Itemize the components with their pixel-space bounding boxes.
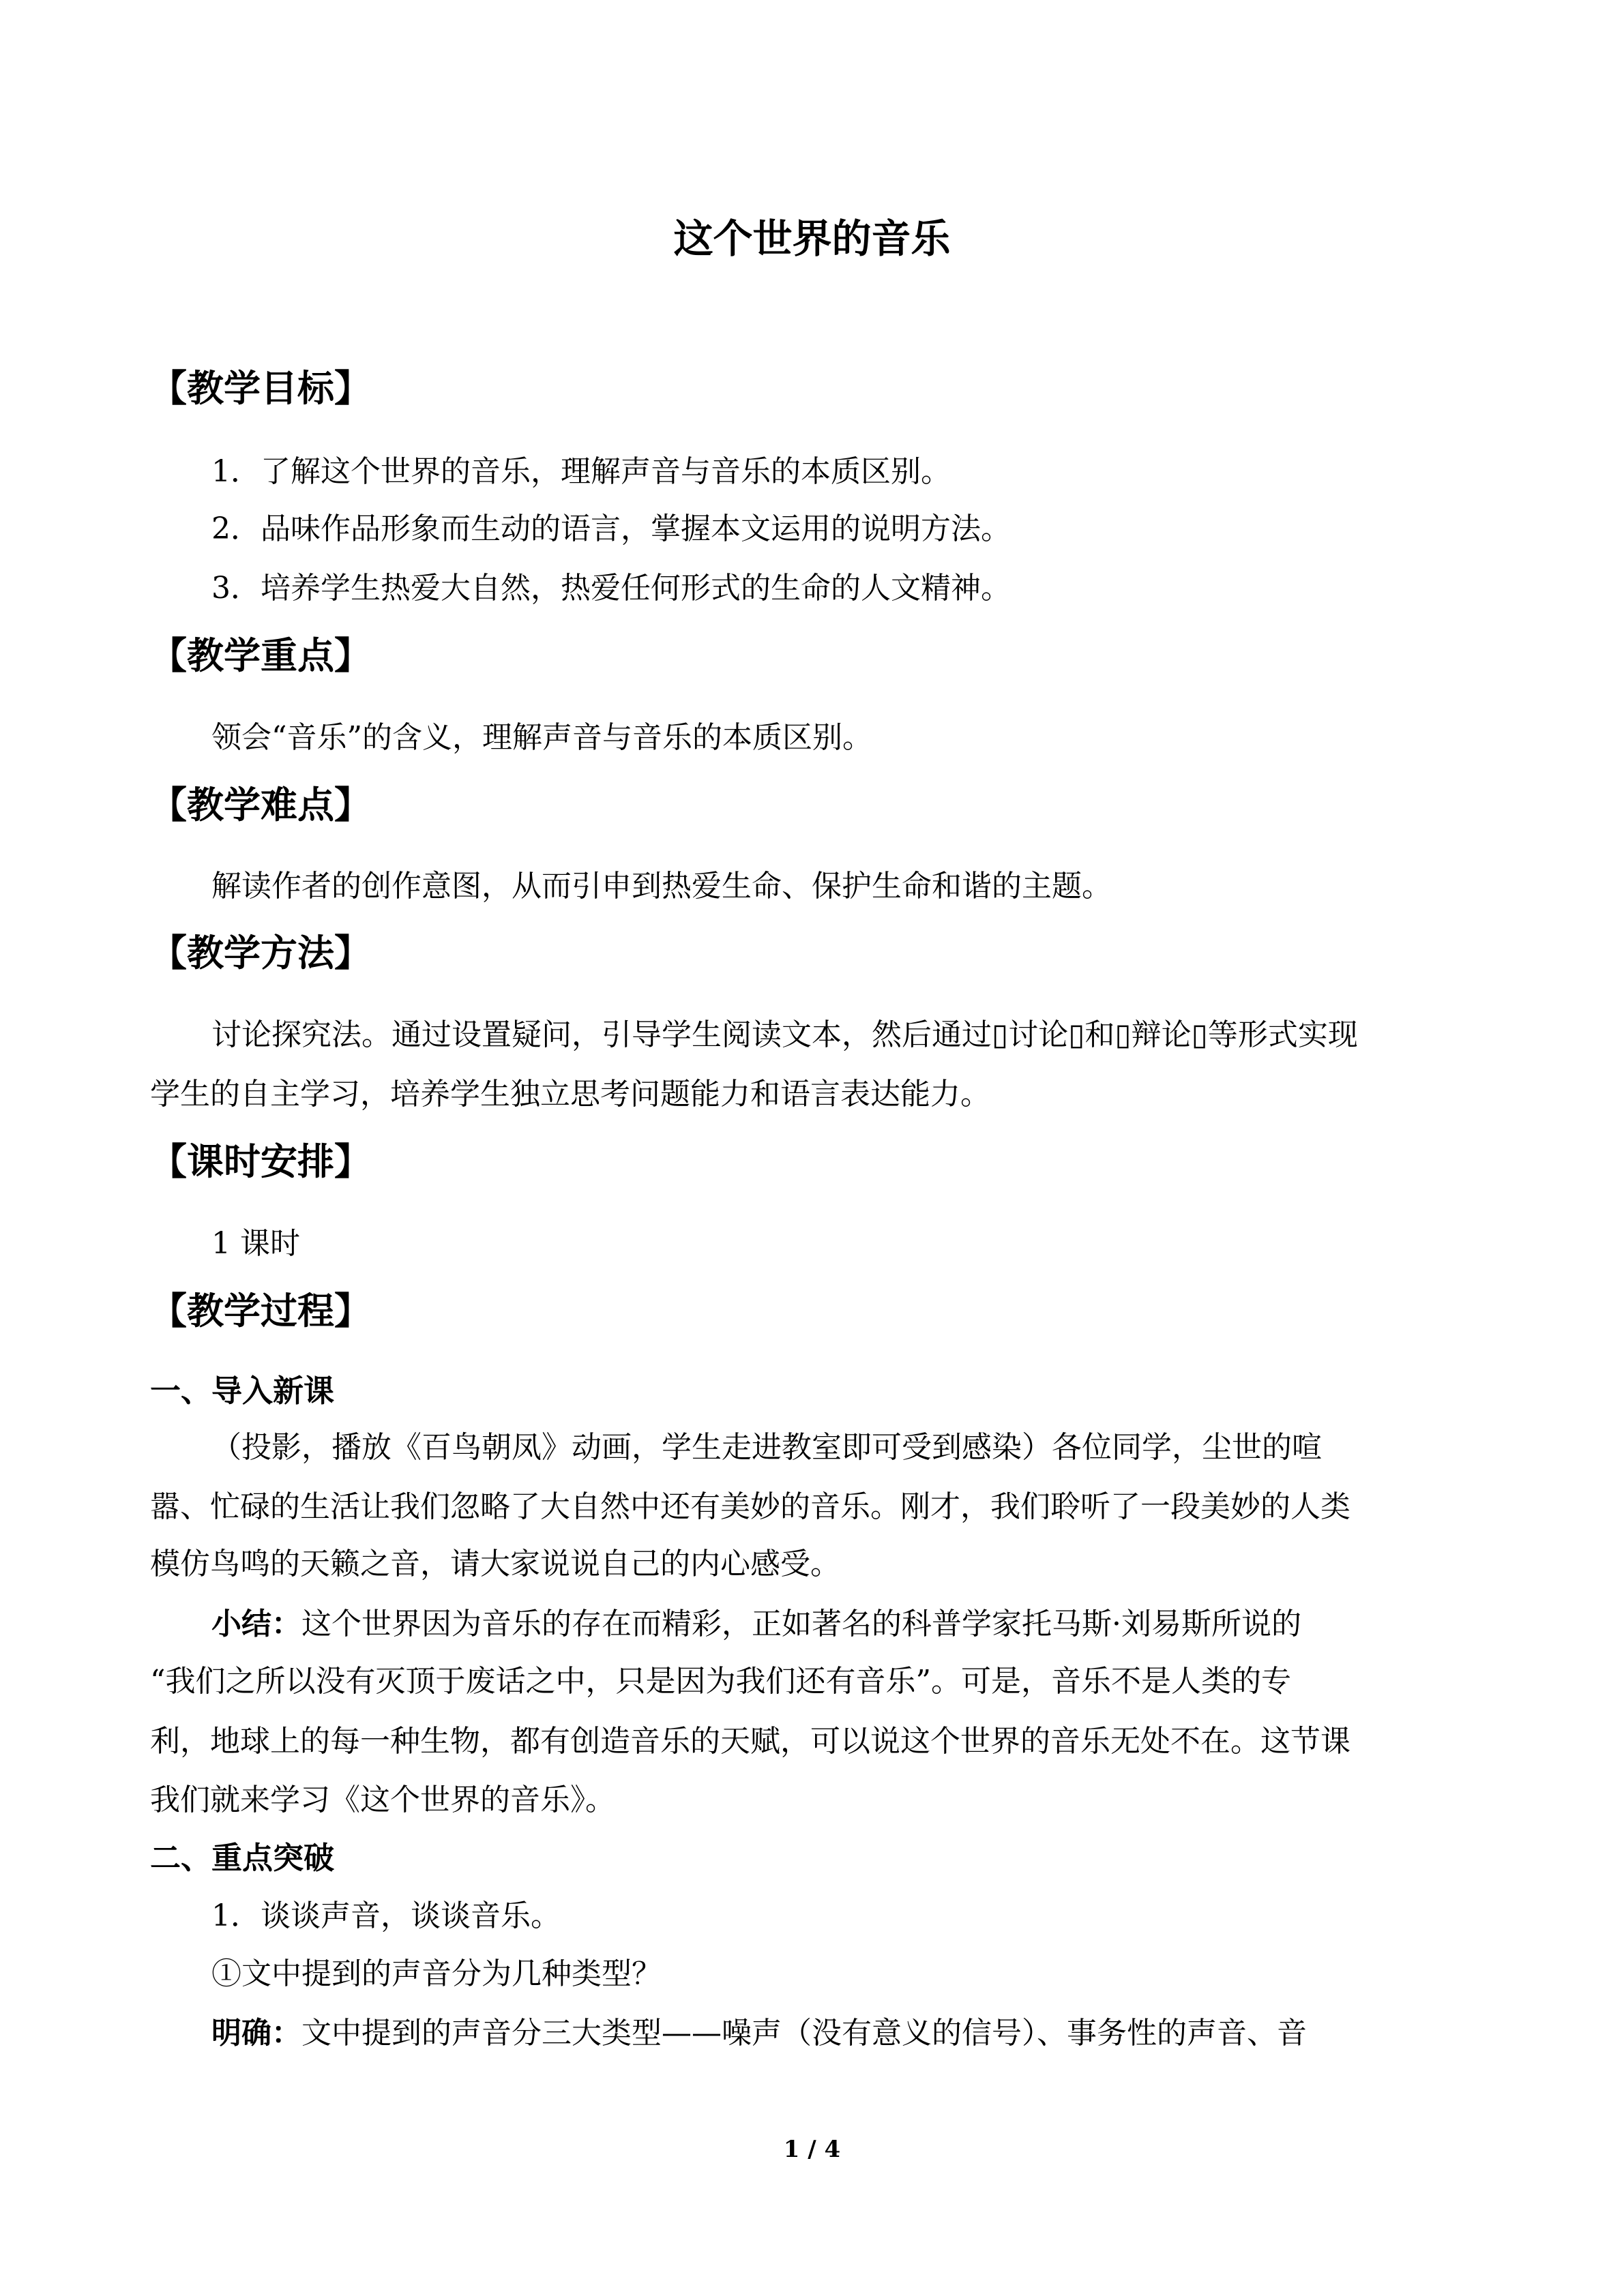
summary-text: 这个世界因为音乐的存在而精彩，正如著名的科普学家托马斯·刘易斯所说的	[301, 1607, 1301, 1641]
summary-line-2: “我们之所以没有灭顶于废话之中，只是因为我们还有音乐”。可是，音乐不是人类的专	[150, 1664, 1291, 1699]
summary-line-3: 利，地球上的每一种生物，都有创造音乐的天赋，可以说这个世界的音乐无处不在。这节课	[150, 1724, 1350, 1759]
question-1: ①文中提到的声音分为几种类型？	[211, 1956, 662, 1991]
goal-item-1: 1．了解这个世界的音乐，理解声音与音乐的本质区别。	[211, 454, 951, 489]
section-2-item-1: 1．谈谈声音，谈谈音乐。	[211, 1898, 561, 1933]
intro-line-1: （投影，播放《百鸟朝凤》动画，学生走进教室即可受到感染）各位同学，尘世的喧	[211, 1430, 1322, 1465]
heading-teaching-method: 【教学方法】	[150, 931, 371, 974]
heading-class-schedule: 【课时安排】	[150, 1140, 371, 1183]
answer-line	[211, 2013, 1307, 2054]
difficulty-text: 解读作者的创作意图，从而引申到热爱生命、保护生命和谐的主题。	[211, 869, 1112, 904]
goal-item-3: 3．培养学生热爱大自然，热爱任何形式的生命的人文精神。	[211, 571, 1011, 606]
intro-line-3: 模仿鸟鸣的天籁之音，请大家说说自己的内心感受。	[150, 1547, 840, 1581]
heading-teaching-difficulty: 【教学难点】	[150, 784, 371, 826]
method-line-1: 讨论探究法。通过设置疑问，引导学生阅读文本，然后通过▯讨论▯和▯辩论▯等形式实现	[211, 1017, 1358, 1052]
section-2-title: 二、重点突破	[150, 1840, 335, 1876]
heading-teaching-focus: 【教学重点】	[150, 634, 371, 677]
goal-item-2: 2．品味作品形象而生动的语言，掌握本文运用的说明方法。	[211, 511, 1011, 546]
schedule-text: 1 课时	[211, 1226, 300, 1261]
heading-teaching-process: 【教学过程】	[150, 1289, 371, 1332]
answer-label: 明确：	[211, 2016, 301, 2051]
page-title: 这个世界的音乐	[673, 215, 951, 262]
summary-label: 小结：	[211, 1607, 301, 1641]
intro-line-2: 嚣、忙碌的生活让我们忽略了大自然中还有美妙的音乐。刚才，我们聆听了一段美妙的人类	[150, 1489, 1350, 1524]
answer-text: 文中提到的声音分三大类型——噪声（没有意义的信号）、事务性的声音、音	[301, 2016, 1307, 2051]
page-number: 1 / 4	[783, 2136, 841, 2163]
summary-line-1	[211, 1604, 1301, 1645]
method-line-2: 学生的自主学习，培养学生独立思考问题能力和语言表达能力。	[150, 1077, 990, 1112]
focus-text: 领会“音乐”的含义，理解声音与音乐的本质区别。	[211, 720, 872, 755]
heading-teaching-goals: 【教学目标】	[150, 367, 371, 410]
summary-line-4: 我们就来学习《这个世界的音乐》。	[150, 1783, 615, 1817]
section-1-title: 一、导入新课	[150, 1373, 335, 1409]
